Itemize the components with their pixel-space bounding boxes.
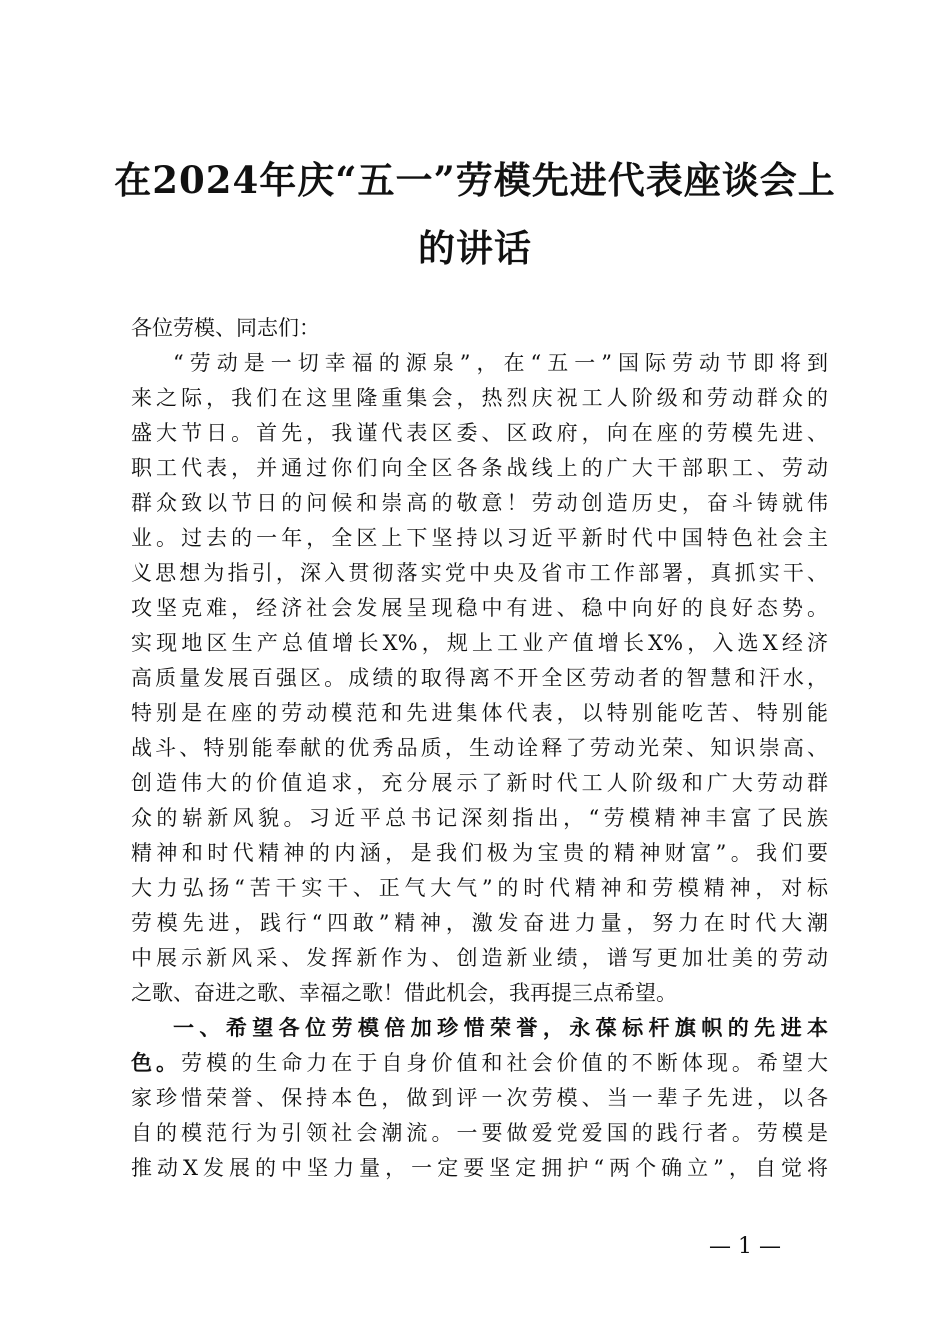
section-heading: 一、希望各位劳模倍加珍惜荣誉，永葆标杆旗帜的先进本 bbox=[173, 1016, 828, 1040]
section-heading-continuation bbox=[131, 1048, 828, 1078]
paragraph-line: 精神和时代精神的内涵，是我们极为宝贵的精神财富”。我们要 bbox=[131, 841, 828, 865]
paragraph-line: 创造伟大的价值追求，充分展示了新时代工人阶级和广大劳动群 bbox=[131, 771, 828, 795]
paragraph-line: 群众致以节日的问候和崇高的敬意！劳动创造历史，奋斗铸就伟 bbox=[131, 491, 828, 515]
paragraph-line: 来之际，我们在这里隆重集会，热烈庆祝工人阶级和劳动群众的 bbox=[131, 386, 828, 410]
section-heading-end: 色。 bbox=[131, 1051, 182, 1075]
paragraph-line: 大力弘扬“苦干实干、正气大气”的时代精神和劳模精神，对标 bbox=[131, 876, 828, 900]
paragraph-line: 劳模先进，践行“四敢”精神，激发奋进力量，努力在时代大潮 bbox=[131, 911, 828, 935]
salutation: 各位劳模、同志们： bbox=[131, 316, 320, 340]
paragraph-line: 战斗、特别能奉献的优秀品质，生动诠释了劳动光荣、知识崇高、 bbox=[131, 736, 828, 760]
paragraph-line: 高质量发展百强区。成绩的取得离不开全区劳动者的智慧和汗水， bbox=[131, 666, 828, 690]
paragraph-line: 职工代表，并通过你们向全区各条战线上的广大干部职工、劳动 bbox=[131, 456, 828, 480]
document-title-line-2: 的讲话 bbox=[418, 226, 532, 270]
paragraph-line: 之歌、奋进之歌、幸福之歌！借此机会，我再提三点希望。 bbox=[131, 981, 677, 1005]
paragraph-line: 众的崭新风貌。习近平总书记深刻指出，“劳模精神丰富了民族 bbox=[131, 806, 828, 830]
paragraph-line: 家珍惜荣誉、保持本色，做到评一次劳模、当一辈子先进，以各 bbox=[131, 1086, 828, 1110]
paragraph-line: 特别是在座的劳动模范和先进集体代表，以特别能吃苦、特别能 bbox=[131, 701, 828, 725]
paragraph-line: 盛大节日。首先，我谨代表区委、区政府，向在座的劳模先进、 bbox=[131, 421, 828, 445]
paragraph-line: 攻坚克难，经济社会发展呈现稳中有进、稳中向好的良好态势。 bbox=[131, 596, 828, 620]
section-first-sentence: 劳模的生命力在于自身价值和社会价值的不断体现。希望大 bbox=[181, 1051, 829, 1075]
page-number: — 1 — bbox=[709, 1234, 781, 1259]
paragraph-line: 推动X发展的中坚力量，一定要坚定拥护“两个确立”，自觉将 bbox=[131, 1156, 828, 1180]
paragraph-line: 业。过去的一年，全区上下坚持以习近平新时代中国特色社会主 bbox=[131, 526, 828, 550]
paragraph-line: 自的模范行为引领社会潮流。一要做爱党爱国的践行者。劳模是 bbox=[131, 1121, 828, 1145]
paragraph-line: “劳动是一切幸福的源泉”，在“五一”国际劳动节即将到 bbox=[173, 351, 828, 375]
paragraph-line: 实现地区生产总值增长X%，规上工业产值增长X%，入选X经济 bbox=[131, 631, 828, 655]
document-title-line-1: 在2024年庆“五一”劳模先进代表座谈会上 bbox=[114, 158, 836, 202]
paragraph-line: 义思想为指引，深入贯彻落实党中央及省市工作部署，真抓实干、 bbox=[131, 561, 828, 585]
paragraph-line: 中展示新风采、发挥新作为、创造新业绩，谱写更加壮美的劳动 bbox=[131, 946, 828, 970]
